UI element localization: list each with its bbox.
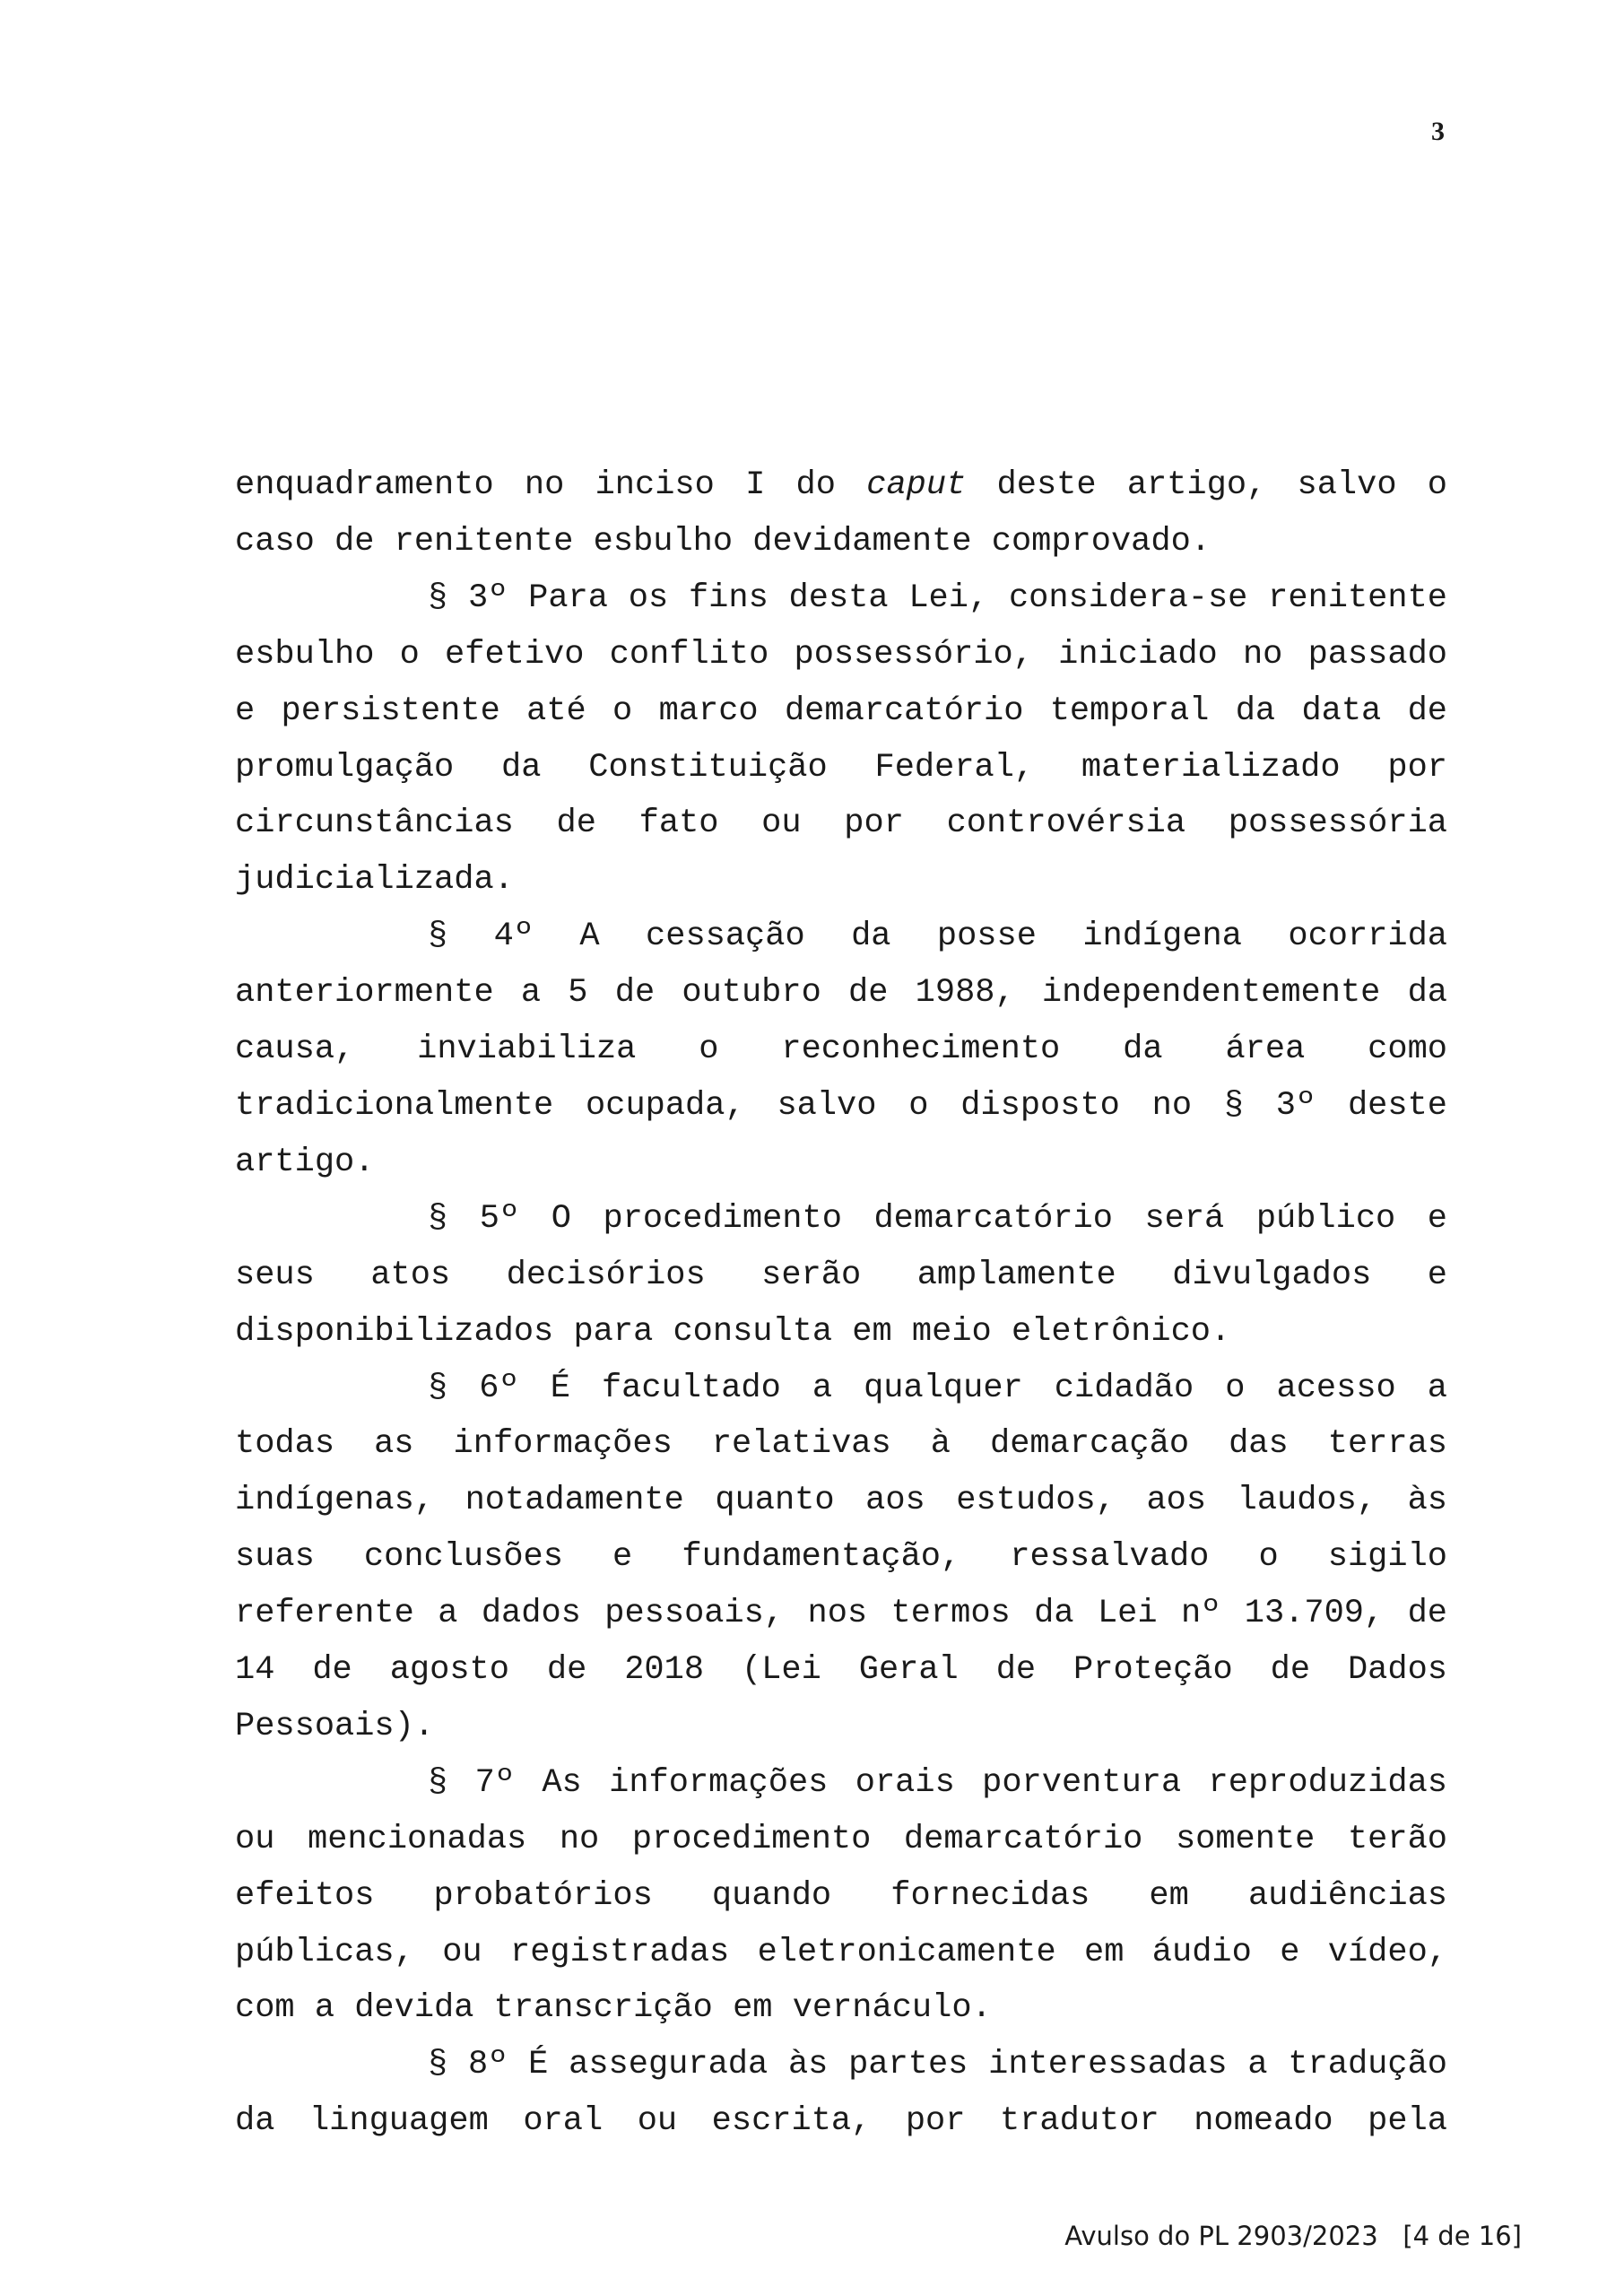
paragraph-continuation <box>235 457 1447 570</box>
paragraph-section-8: § 8º É assegurada às partes interessadas a tradução da linguagem oral ou escrita, por tradutor nomeado pela <box>235 2046 1447 2141</box>
paragraph-section-3: § 3º Para os fins desta Lei, considera-se renitente esbulho o efetivo conflito possessório, iniciado no passado e persistente até o marco demarcatório temporal da data de promulgação da Constituição Federal, materializado por circunstâncias de fato ou por controvérsia possessória judicializada. <box>235 578 1447 900</box>
paragraph-text: enquadramento no inciso I do <box>235 466 867 504</box>
paragraph-section-6: § 6º É facultado a qualquer cidadão o acesso a todas as informações relativas à demarcação das terras indígenas, notadamente quanto aos estudos, aos laudos, às suas conclusões e fundamentação, ressalvado o sigilo referente a dados pessoais, nos termos da Lei nº 13.709, de 14 de agosto de 2018 (Lei Geral de Proteção de Dados Pessoais). <box>235 1369 1447 1745</box>
page-number: 3 <box>1431 117 1445 146</box>
italic-term: caput <box>866 466 967 504</box>
paragraph-section-4: § 4º A cessação da posse indígena ocorrida anteriormente a 5 de outubro de 1988, independentemente da causa, inviabiliza o reconhecimento da área como tradicionalmente ocupada, salvo o disposto no § 3º deste artigo. <box>235 918 1447 1181</box>
footer-label: Avulso do PL 2903/2023 [4 de 16] <box>1064 2221 1522 2251</box>
document-body <box>235 457 1447 2150</box>
paragraph-text: deste artigo, salvo o caso de renitente esbulho devidamente comprovado. <box>235 466 1448 561</box>
paragraph-section-5: § 5º O procedimento demarcatório será público e seus atos decisórios serão amplamente divulgados e disponibilizados para consulta em meio eletrônico. <box>235 1199 1447 1351</box>
paragraph-section-7: § 7º As informações orais porventura reproduzidas ou mencionadas no procedimento demarcatório somente terão efeitos probatórios quando fornecidas em audiências públicas, ou registradas eletronicamente em áudio e vídeo, com a devida transcrição em vernáculo. <box>235 1763 1447 2028</box>
